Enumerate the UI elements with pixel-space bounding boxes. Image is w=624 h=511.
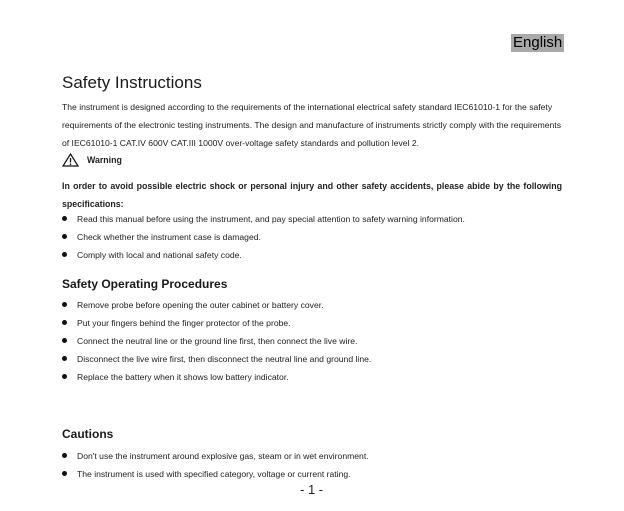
cautions-list [62, 447, 369, 483]
page-title: Safety Instructions [62, 73, 202, 92]
cautions-title: Cautions [62, 427, 114, 441]
procedures-list [62, 296, 371, 386]
procedures-title: Safety Operating Procedures [62, 277, 228, 291]
intro-paragraph: The instrument is designed according to the requirements of the international electrical safety standard IEC61010-1 for the safety requirements of the electronic testing instruments. The design and manufacture of instruments strictly comply with the requirements of IEC61010-1 CAT.IV 600V CAT.III 1000V over-voltage safety standards and pollution level 2. [62, 102, 561, 148]
language-tag: English [513, 34, 563, 51]
list-item: Replace the battery when it shows low battery indicator. [62, 368, 371, 386]
list-item: Disconnect the live wire first, then disconnect the neutral line and ground line. [62, 350, 371, 368]
list-item: Connect the neutral line or the ground line first, then connect the live wire. [62, 332, 371, 350]
warning-label: Warning [87, 155, 122, 165]
list-item: Don't use the instrument around explosive gas, steam or in wet environment. [62, 447, 369, 465]
warning-heading [62, 153, 122, 167]
list-item: Comply with local and national safety code. [62, 246, 465, 264]
page-number: - 1 - [300, 482, 324, 497]
list-item: Put your fingers behind the finger protector of the probe. [62, 314, 371, 332]
list-item: Remove probe before opening the outer cabinet or battery cover. [62, 296, 371, 314]
list-item: Read this manual before using the instrument, and pay special attention to safety warning information. [62, 210, 465, 228]
warning-triangle-icon [62, 153, 79, 167]
list-item: The instrument is used with specified category, voltage or current rating. [62, 465, 369, 483]
list-item: Check whether the instrument case is damaged. [62, 228, 465, 246]
warning-instructions: In order to avoid possible electric shock or personal injury and other safety accidents, please abide by the following specifications: [62, 181, 562, 209]
warning-list [62, 210, 465, 264]
